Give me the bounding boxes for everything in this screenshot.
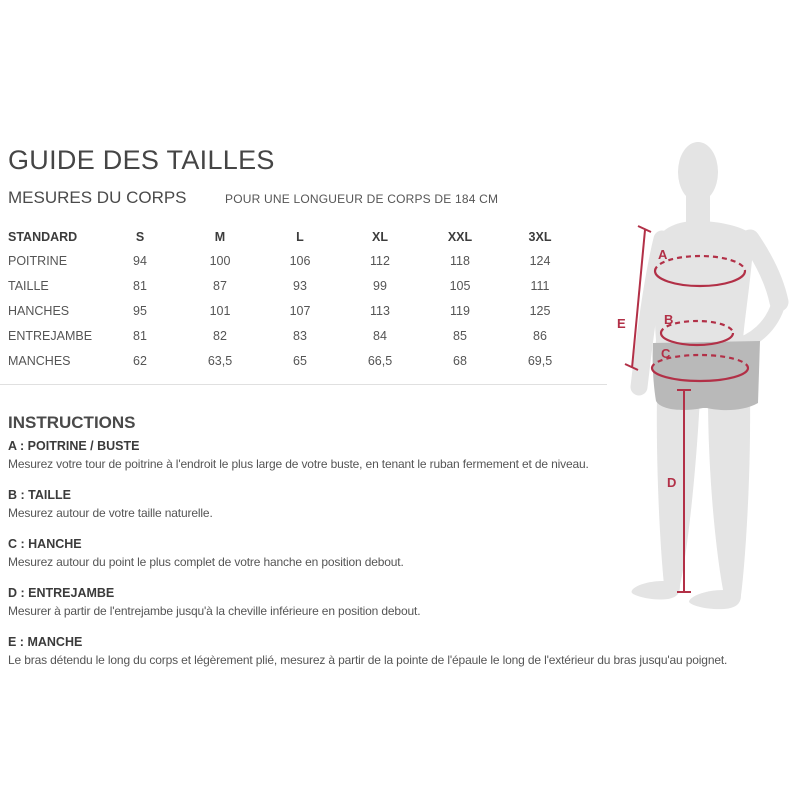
measure-label-a: A — [658, 247, 668, 262]
cell-value: 95 — [133, 303, 147, 318]
cell-value: 94 — [133, 253, 147, 268]
row-label: ENTREJAMBE — [8, 328, 93, 343]
column-header-xl: XL — [372, 229, 388, 244]
table-row-hanches — [8, 298, 580, 323]
cell-value: 107 — [289, 303, 311, 318]
cell-value: 82 — [213, 328, 227, 343]
table-row-entrejambe — [8, 323, 580, 348]
instruction-label: A : POITRINE / BUSTE — [8, 439, 140, 453]
cell-value: 69,5 — [527, 353, 553, 368]
instruction-text: Mesurer à partir de l'entrejambe jusqu'à la cheville inférieure en position debout. — [8, 604, 421, 618]
column-header-m: M — [214, 229, 226, 244]
instruction-text: Mesurez autour du point le plus complet de votre hanche en position debout. — [8, 555, 404, 569]
instruction-label: D : ENTREJAMBE — [8, 586, 115, 600]
measures-subtitle: POUR UNE LONGUEUR DE CORPS DE 184 CM — [224, 192, 499, 206]
measure-label-d: D — [667, 475, 677, 490]
cell-value: 62 — [133, 353, 147, 368]
table-row-poitrine — [8, 248, 580, 273]
size-table — [8, 225, 580, 373]
column-header-s: S — [135, 229, 145, 244]
cell-value: 86 — [533, 328, 547, 343]
instructions-heading: INSTRUCTIONS — [8, 413, 136, 433]
page-title: GUIDE DES TAILLES — [8, 145, 275, 176]
measures-heading: MESURES DU CORPS — [8, 188, 187, 207]
cell-value: 112 — [370, 253, 390, 268]
cell-value: 81 — [133, 328, 147, 343]
cell-value: 101 — [209, 303, 231, 318]
cell-value: 68 — [453, 353, 467, 368]
cell-value: 106 — [289, 253, 311, 268]
measure-label-c: C — [661, 346, 671, 361]
measure-label-b: B — [664, 312, 674, 327]
cell-value: 87 — [213, 278, 227, 293]
cell-value: 118 — [450, 253, 470, 268]
cell-value: 100 — [209, 253, 231, 268]
measures-header-row — [8, 188, 498, 208]
instruction-label: C : HANCHE — [8, 537, 82, 551]
cell-value: 105 — [449, 278, 471, 293]
measure-label-e: E — [617, 316, 626, 331]
size-table-header-row — [8, 225, 580, 248]
instruction-item-e — [8, 633, 796, 669]
male-silhouette-diagram-icon — [612, 135, 800, 620]
cell-value: 93 — [293, 278, 307, 293]
cell-value: 99 — [373, 278, 387, 293]
row-label: HANCHES — [8, 303, 70, 318]
cell-value: 83 — [293, 328, 307, 343]
cell-value: 119 — [450, 303, 470, 318]
column-header-xxl: XXL — [447, 229, 473, 244]
row-label: MANCHES — [8, 353, 71, 368]
instruction-text: Mesurez autour de votre taille naturelle. — [8, 506, 213, 520]
cell-value: 66,5 — [367, 353, 393, 368]
instruction-text: Mesurez votre tour de poitrine à l'endroit le plus large de votre buste, en tenant le ruban fermement et de niveau. — [8, 457, 589, 471]
column-header-standard: STANDARD — [8, 229, 78, 244]
cell-value: 84 — [373, 328, 387, 343]
table-row-manches — [8, 348, 580, 373]
column-header-l: L — [296, 229, 304, 244]
table-row-taille — [8, 273, 580, 298]
instruction-label: E : MANCHE — [8, 635, 83, 649]
row-label: POITRINE — [8, 253, 68, 268]
section-divider — [0, 384, 607, 385]
cell-value: 124 — [529, 253, 551, 268]
cell-value: 85 — [453, 328, 467, 343]
instruction-label: B : TAILLE — [8, 488, 71, 502]
instruction-text: Le bras détendu le long du corps et légèrement plié, mesurez à partir de la pointe de l'épaule le long de l'extérieur du bras jusqu'au poignet. — [8, 653, 728, 667]
cell-value: 81 — [133, 278, 147, 293]
cell-value: 113 — [370, 303, 390, 318]
cell-value: 111 — [530, 278, 550, 293]
cell-value: 63,5 — [207, 353, 233, 368]
row-label: TAILLE — [8, 278, 49, 293]
cell-value: 125 — [529, 303, 551, 318]
column-header-3xl: 3XL — [528, 229, 552, 244]
cell-value: 65 — [293, 353, 307, 368]
body-measurement-figure — [612, 135, 800, 620]
